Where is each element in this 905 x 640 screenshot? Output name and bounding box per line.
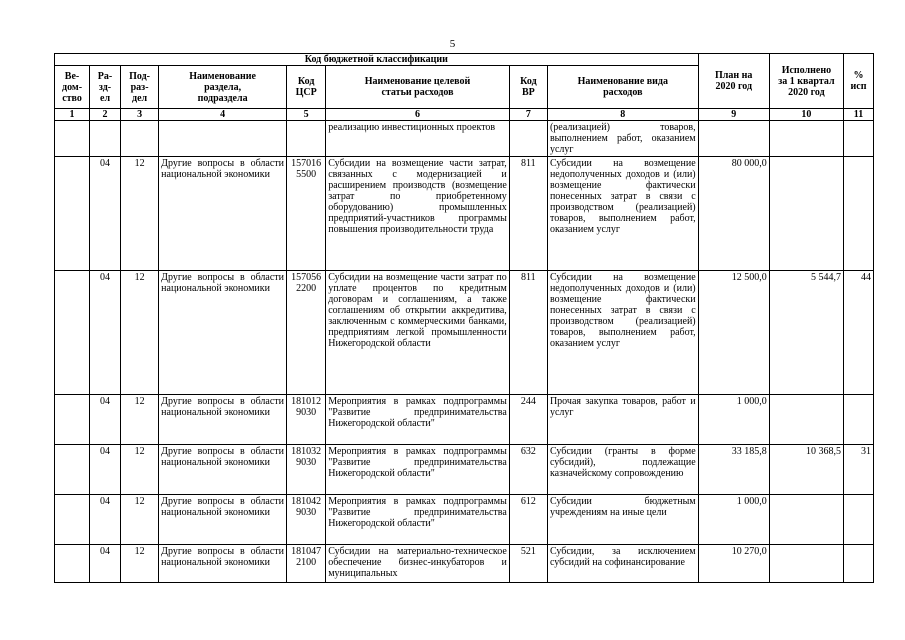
table-row: [55, 157, 874, 271]
cell-percent: [844, 157, 874, 271]
cell-done: [769, 495, 843, 545]
cell-name-razdel: Другие вопросы в области национальной экономики: [159, 395, 287, 445]
cell-razdel: 04: [90, 545, 121, 583]
cell-vr: 632: [509, 445, 547, 495]
header-podrazdel: Под- раз- дел: [121, 66, 159, 109]
classification-group-header: Код бюджетной классификации: [55, 54, 699, 66]
column-number: 9: [698, 109, 769, 121]
cell-percent: [844, 121, 874, 157]
cell-name-razdel: [159, 121, 287, 157]
budget-table: [54, 53, 874, 583]
header-vr: Код ВР: [509, 66, 547, 109]
column-number: 10: [769, 109, 843, 121]
table-row: [55, 121, 874, 157]
cell-csr: 157016 5500: [287, 157, 326, 271]
header-name-razdel: Наименование раздела, подраздела: [159, 66, 287, 109]
cell-vr: 811: [509, 157, 547, 271]
cell-podrazdel: 12: [121, 445, 159, 495]
cell-razdel: 04: [90, 157, 121, 271]
cell-plan: 33 185,8: [698, 445, 769, 495]
cell-name-razdel: Другие вопросы в области национальной экономики: [159, 157, 287, 271]
cell-percent: [844, 495, 874, 545]
column-number: 4: [159, 109, 287, 121]
cell-name-razdel: Другие вопросы в области национальной экономики: [159, 445, 287, 495]
cell-done: [769, 545, 843, 583]
cell-podrazdel: 12: [121, 495, 159, 545]
cell-vr: 521: [509, 545, 547, 583]
cell-vedomstvo: [55, 545, 90, 583]
cell-plan: 10 270,0: [698, 545, 769, 583]
cell-done: [769, 157, 843, 271]
header-name-vr: Наименование вида расходов: [547, 66, 698, 109]
cell-plan: 80 000,0: [698, 157, 769, 271]
cell-csr: 181012 9030: [287, 395, 326, 445]
column-number: 5: [287, 109, 326, 121]
header-razdel: Ра- зд- ел: [90, 66, 121, 109]
cell-vedomstvo: [55, 495, 90, 545]
cell-percent: [844, 545, 874, 583]
cell-razdel: 04: [90, 395, 121, 445]
cell-podrazdel: 12: [121, 157, 159, 271]
cell-vr: 811: [509, 271, 547, 395]
cell-vr-name: Субсидии бюджетным учреждениям на иные цели: [547, 495, 698, 545]
cell-vedomstvo: [55, 157, 90, 271]
cell-podrazdel: 12: [121, 395, 159, 445]
table-row: [55, 445, 874, 495]
header-plan: План на 2020 год: [698, 54, 769, 109]
cell-vr-name: Прочая закупка товаров, работ и услуг: [547, 395, 698, 445]
cell-razdel: 04: [90, 445, 121, 495]
table-row: [55, 495, 874, 545]
cell-name-razdel: Другие вопросы в области национальной экономики: [159, 545, 287, 583]
table-row: [55, 545, 874, 583]
column-number: 6: [326, 109, 510, 121]
cell-percent: 31: [844, 445, 874, 495]
header-percent: % исп: [844, 54, 874, 109]
cell-target-name: Мероприятия в рамках подпрограммы "Развитие предпринимательства Нижегородской области": [326, 445, 510, 495]
cell-vr-name: Субсидии на возмещение недополученных доходов и (или) возмещение фактически понесенных затрат в связи с производством (реализацией) товаров, выполнением работ, оказанием услуг: [547, 157, 698, 271]
header-vedomstvo: Ве- дом- ство: [55, 66, 90, 109]
cell-done: [769, 395, 843, 445]
cell-target-name: Субсидии на материально-техническое обеспечение бизнес-инкубаторов и муниципальных: [326, 545, 510, 583]
table-row: [55, 395, 874, 445]
header-name-target: Наименование целевой статьи расходов: [326, 66, 510, 109]
cell-target-name: Мероприятия в рамках подпрограммы "Развитие предпринимательства Нижегородской области": [326, 495, 510, 545]
cell-target-name: реализацию инвестиционных проектов: [326, 121, 510, 157]
cell-vr: [509, 121, 547, 157]
cell-vedomstvo: [55, 271, 90, 395]
cell-csr: 181032 9030: [287, 445, 326, 495]
cell-plan: [698, 121, 769, 157]
cell-name-razdel: Другие вопросы в области национальной экономики: [159, 495, 287, 545]
cell-percent: [844, 395, 874, 445]
cell-vr: 612: [509, 495, 547, 545]
cell-done: 5 544,7: [769, 271, 843, 395]
cell-percent: 44: [844, 271, 874, 395]
column-number: 11: [844, 109, 874, 121]
column-number: 3: [121, 109, 159, 121]
table-row: [55, 271, 874, 395]
cell-plan: 12 500,0: [698, 271, 769, 395]
header-csr: Код ЦСР: [287, 66, 326, 109]
cell-target-name: Субсидии на возмещение части затрат, связанных с модернизацией и расширением производств (возмещение затрат по приобретенному оборудованию) промышленных предприятий-участников программы повышения производительности труда: [326, 157, 510, 271]
cell-csr: 157056 2200: [287, 271, 326, 395]
cell-razdel: 04: [90, 271, 121, 395]
cell-vr-name: (реализацией) товаров, выполнением работ, оказанием услуг: [547, 121, 698, 157]
cell-csr: [287, 121, 326, 157]
cell-vedomstvo: [55, 121, 90, 157]
cell-target-name: Мероприятия в рамках подпрограммы "Развитие предпринимательства Нижегородской области": [326, 395, 510, 445]
column-number: 2: [90, 109, 121, 121]
cell-target-name: Субсидии на возмещение части затрат по уплате процентов по кредитным договорам и соглашениям, а также соглашениям об открытии аккредитива, заключенным с коммерческими банками, предприятиям легкой промышленности Нижегородской области: [326, 271, 510, 395]
cell-vedomstvo: [55, 445, 90, 495]
column-number: 1: [55, 109, 90, 121]
cell-razdel: [90, 121, 121, 157]
cell-vedomstvo: [55, 395, 90, 445]
cell-done: 10 368,5: [769, 445, 843, 495]
cell-csr: 181042 9030: [287, 495, 326, 545]
cell-csr: 181047 2100: [287, 545, 326, 583]
cell-plan: 1 000,0: [698, 495, 769, 545]
cell-vr-name: Субсидии на возмещение недополученных доходов и (или) возмещение фактически понесенных затрат в связи с производством (реализацией) товаров, выполнением работ, оказанием услуг: [547, 271, 698, 395]
cell-vr: 244: [509, 395, 547, 445]
cell-name-razdel: Другие вопросы в области национальной экономики: [159, 271, 287, 395]
column-number: 8: [547, 109, 698, 121]
header-done: Исполнено за 1 квартал 2020 год: [769, 54, 843, 109]
cell-podrazdel: 12: [121, 545, 159, 583]
cell-vr-name: Субсидии (гранты в форме субсидий), подлежащие казначейскому сопровождению: [547, 445, 698, 495]
column-number: 7: [509, 109, 547, 121]
cell-done: [769, 121, 843, 157]
cell-razdel: 04: [90, 495, 121, 545]
cell-podrazdel: 12: [121, 271, 159, 395]
cell-plan: 1 000,0: [698, 395, 769, 445]
cell-vr-name: Субсидии, за исключением субсидий на софинансирование: [547, 545, 698, 583]
cell-podrazdel: [121, 121, 159, 157]
page-number: 5: [449, 38, 456, 50]
column-number-row: [55, 109, 874, 121]
